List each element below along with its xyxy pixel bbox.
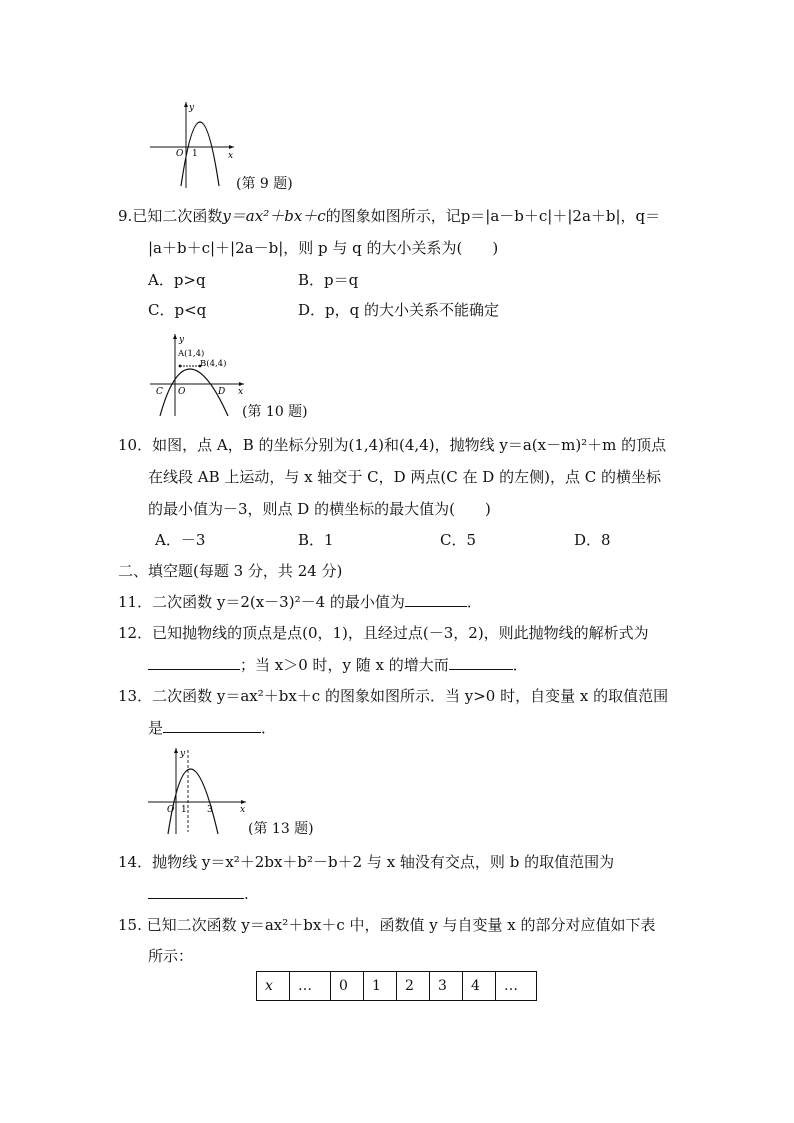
table-cell: … — [290, 972, 331, 1001]
fig10-x-label: x — [238, 387, 244, 397]
fig13-y-label: y — [180, 749, 186, 759]
q11-answer-blank[interactable] — [405, 592, 467, 607]
fig9-origin-label: O — [176, 149, 184, 159]
table-row — [257, 972, 537, 1001]
figure-13-graph — [146, 744, 250, 836]
fig10-point-d: D — [218, 387, 226, 397]
q9-option-d: D．p，q 的大小关系不能确定 — [298, 301, 499, 319]
q9-option-a: A．p>q — [148, 271, 206, 289]
table-cell: x — [257, 972, 290, 1001]
table-cell: 1 — [364, 972, 397, 1001]
fig9-y-label: y — [189, 103, 195, 113]
figure-10-caption: (第 10 题) — [242, 404, 308, 420]
q10-line1: 10．如图，点 A，B 的坐标分别为(1,4)和(4,4)，抛物线 y＝a(x－m)²＋m 的顶点 — [118, 436, 667, 454]
section-2-heading: 二、填空题(每题 3 分，共 24 分) — [118, 562, 343, 580]
q12-answer-blank-1[interactable] — [148, 655, 240, 670]
figure-10-graph — [148, 330, 248, 418]
figure-13-caption: (第 13 题) — [248, 821, 314, 837]
q10-option-d: D．8 — [574, 531, 611, 549]
table-cell: 0 — [331, 972, 364, 1001]
fig10-point-c: C — [156, 387, 163, 397]
fig13-tick-1: 1 — [181, 805, 187, 815]
q13-line2: 是 ． — [148, 719, 277, 737]
fig9-tick-1: 1 — [192, 149, 198, 159]
q10-option-c: C．5 — [440, 531, 477, 549]
fig9-x-label: x — [228, 151, 234, 161]
q15-line2: 所示： — [148, 947, 194, 965]
figure-9-caption: (第 9 题) — [236, 176, 293, 192]
q10-line3: 的最小值为－3，则点 D 的横坐标的最大值为( ) — [148, 500, 491, 518]
q9-line1: 9.已知二次函数y＝ax²＋bx＋c的图象如图所示，记p＝|a－b＋c|＋|2a＋b|，q＝ — [118, 207, 661, 225]
fig10-point-a: A(1,4) — [178, 349, 205, 359]
q13-answer-blank[interactable] — [163, 718, 261, 733]
fig10-y-label: y — [179, 335, 185, 345]
q11-line: 11．二次函数 y＝2(x－3)²－4 的最小值为 ． — [118, 593, 482, 611]
q15-line1: 15. 已知二次函数 y＝ax²＋bx＋c 中，函数值 y 与自变量 x 的部分对应值如下表 — [118, 916, 656, 934]
table-cell: 2 — [397, 972, 430, 1001]
q15-value-table — [256, 971, 537, 1001]
q9-option-c: C．p<q — [148, 301, 207, 319]
fig13-origin-label: O — [167, 805, 175, 815]
q14-line1: 14．抛物线 y＝x²＋2bx＋b²－b＋2 与 x 轴没有交点，则 b 的取值范围为 — [118, 853, 615, 871]
q9-option-b: B．p＝q — [298, 271, 359, 289]
q12-line1: 12．已知抛物线的顶点是点(0，1)，且经过点(－3，2)，则此抛物线的解析式为 — [118, 624, 649, 642]
q13-line1: 13．二次函数 y＝ax²＋bx＋c 的图象如图所示．当 y>0 时，自变量 x 的取值范围 — [118, 687, 669, 705]
table-cell: 3 — [430, 972, 463, 1001]
fig13-tick-3: 3 — [207, 805, 213, 815]
figure-9-graph — [148, 98, 238, 190]
table-cell: … — [496, 972, 537, 1001]
q14-line2: . — [148, 884, 249, 904]
fig10-point-b: B(4,4) — [200, 359, 227, 369]
q14-answer-blank[interactable] — [148, 884, 244, 899]
q12-line2: ；当 x＞0 时，y 随 x 的增大而 ． — [148, 655, 528, 675]
fig13-x-label: x — [240, 805, 246, 815]
table-cell: 4 — [463, 972, 496, 1001]
q9-line2: |a＋b＋c|＋|2a－b|，则 p 与 q 的大小关系为( ) — [148, 239, 499, 257]
fig10-origin-label: O — [178, 387, 186, 397]
q10-option-b: B．1 — [298, 531, 334, 549]
q10-option-a: A．－3 — [155, 531, 206, 549]
q12-answer-blank-2[interactable] — [449, 655, 513, 670]
q10-line2: 在线段 AB 上运动，与 x 轴交于 C，D 两点(C 在 D 的左侧)，点 C 的横坐标 — [148, 468, 661, 486]
